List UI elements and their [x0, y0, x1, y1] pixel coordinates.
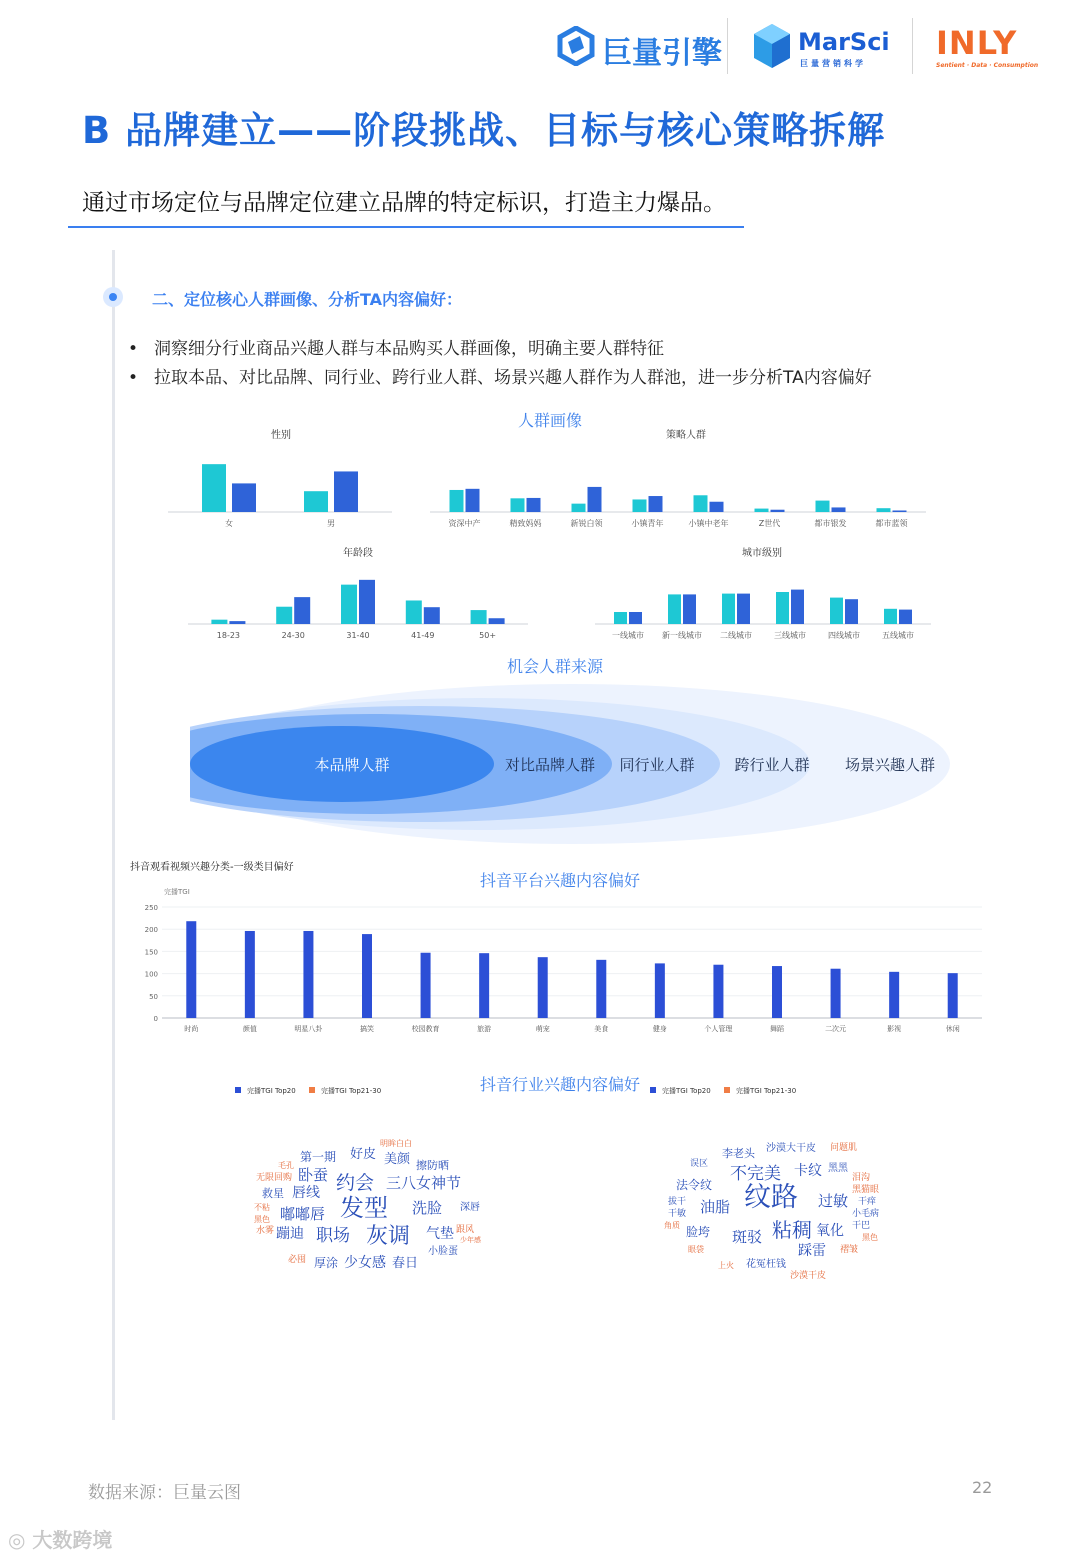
cloud-word: 嘟嘟唇	[280, 1205, 326, 1223]
cloud-word: 纹路	[744, 1182, 798, 1213]
bar-chart-city-5-0	[884, 609, 897, 624]
juliang-logo-text: 巨量引擎	[602, 36, 722, 71]
ring-label-scene: 场景兴趣人群	[844, 756, 936, 774]
bullet-item-2	[128, 363, 872, 388]
tick-label: 18-23	[216, 631, 241, 640]
ring-label-own: 本品牌人群	[314, 756, 390, 774]
bar-chart-strategy-4-0	[694, 495, 708, 512]
platform-bar-4	[421, 953, 431, 1018]
cloud-word: 问题肌	[830, 1143, 858, 1153]
bar-chart-city-1-0	[668, 594, 681, 624]
cloud-word: 卡纹	[794, 1163, 822, 1179]
cloud-word: 跟风	[456, 1225, 475, 1235]
cloud-word: 无限回购	[256, 1173, 293, 1183]
cloud-word: 救星	[262, 1187, 284, 1200]
cloud-word: 踩雷	[798, 1243, 826, 1259]
ring-label-cross-industry: 跨行业人群	[734, 756, 810, 774]
cloud-word: 氧化	[816, 1223, 844, 1239]
x-tick-label: 个人管理	[704, 1025, 733, 1033]
bar-chart-age-4-0	[471, 610, 487, 624]
watermark	[8, 1524, 112, 1553]
tick-label: 五线城市	[882, 631, 914, 640]
bar-chart-age-2-0	[341, 585, 357, 624]
cloud-word: 第一期	[300, 1150, 337, 1164]
tick-label: 精致妈妈	[509, 519, 542, 528]
cloud-word: 小脸蛋	[428, 1246, 458, 1257]
bar-chart-city-0-1	[629, 612, 642, 624]
platform-bar-3	[362, 934, 372, 1018]
bar-chart-city-0-0	[614, 612, 627, 624]
header-logos	[550, 18, 1050, 82]
cloud-word: 褶皱	[840, 1245, 859, 1255]
bar-chart-strategy-4-1	[710, 502, 724, 512]
cloud-word: 黑色	[862, 1233, 878, 1242]
platform-bar-6	[538, 957, 548, 1018]
bar-chart-age-1-0	[276, 607, 292, 624]
bullet-item-1	[128, 334, 664, 359]
bar-chart-strategy-0-0	[450, 490, 464, 512]
bar-chart-age-4-1	[489, 618, 505, 624]
tick-label: 四线城市	[828, 631, 860, 640]
cloud-word: 不粘	[254, 1203, 270, 1212]
x-tick-label: 搞笑	[360, 1025, 374, 1033]
bar-chart-city-3-1	[791, 590, 804, 624]
legend-label-top20: 完播TGI Top20	[247, 1087, 296, 1095]
bar-chart-city-4-0	[830, 598, 843, 624]
y-tick-label: 150	[144, 948, 158, 957]
bar-chart-gender-1-1	[334, 471, 358, 512]
platform-bar-1	[245, 931, 255, 1018]
cloud-word: 黑色	[254, 1215, 270, 1224]
cloud-word: 斑驳	[732, 1228, 763, 1246]
cloud-word: 必囤	[288, 1255, 307, 1265]
inly-logo-tagline: Sentient · Data · Consumption	[936, 62, 1039, 69]
tick-label: Z世代	[758, 519, 781, 528]
industry-heading: 抖音行业兴趣内容偏好	[479, 1075, 640, 1094]
bar-chart-city-5-1	[899, 610, 912, 624]
opportunity-heading: 机会人群来源	[506, 657, 603, 676]
bar-chart-strategy-7-0	[877, 508, 891, 512]
cloud-word: 干巴	[852, 1221, 871, 1231]
bar-chart-city-2-1	[737, 594, 750, 624]
cloud-word: 春日	[392, 1256, 419, 1271]
platform-bar-10	[772, 966, 782, 1018]
platform-bar-11	[831, 969, 841, 1018]
cloud-word: 好皮	[350, 1147, 377, 1162]
timeline-dot-core	[109, 293, 117, 301]
legend-swatch-top20	[235, 1087, 241, 1093]
cloud-word: 黑猫眼	[852, 1185, 880, 1195]
x-tick-label: 美食	[594, 1025, 609, 1033]
cloud-word: 少女感	[344, 1255, 386, 1271]
bar-chart-strategy-2-1	[588, 487, 602, 512]
marsci-logo-text: MarSci	[798, 28, 890, 56]
bar-chart-age-3-1	[424, 607, 440, 624]
cloud-word: 明眸白白	[380, 1139, 412, 1148]
bar-chart-city-1-1	[683, 594, 696, 624]
cloud-word: 小毛病	[852, 1209, 880, 1219]
bullet-text-1: 洞察细分行业商品兴趣人群与本品购买人群画像，明确主要人群特征	[154, 339, 664, 359]
bar-chart-city-4-1	[845, 599, 858, 624]
x-tick-label: 颜值	[242, 1025, 257, 1033]
bar-chart-strategy-3-0	[633, 499, 647, 512]
data-source: 数据来源：巨量云图	[88, 1483, 241, 1503]
platform-interest-chart	[130, 880, 990, 1040]
x-tick-label: 休闲	[945, 1025, 960, 1033]
bar-chart-strategy-3-1	[649, 496, 663, 512]
cloud-word: 拔干	[668, 1197, 687, 1207]
y-tick-label: 50	[149, 992, 158, 1001]
tick-label: 24-30	[281, 631, 305, 640]
age-chart	[188, 560, 528, 644]
page-subtitle: 通过市场定位与品牌定位建立品牌的特定标识，打造主力爆品。	[82, 190, 726, 216]
bar-chart-age-1-1	[294, 597, 310, 624]
age-chart-title: 年龄段	[343, 548, 373, 559]
bar-chart-gender-1-0	[304, 491, 328, 512]
tick-label: 女	[225, 519, 233, 528]
cloud-word: 约会	[336, 1172, 375, 1194]
bullet-dot: •	[128, 368, 139, 388]
cloud-word: 三八女神节	[386, 1174, 462, 1192]
bar-chart-strategy-7-1	[893, 510, 907, 512]
x-tick-label: 时尚	[184, 1025, 199, 1033]
bullet-text-2: 拉取本品、对比品牌、同行业、跨行业人群、场景兴趣人群作为人群池，进一步分析TA内容偏好	[154, 368, 872, 388]
bar-chart-strategy-2-0	[572, 504, 586, 512]
cloud-word: 粘稠	[772, 1218, 812, 1242]
bullet-dot: •	[128, 339, 139, 359]
city-tier-chart	[595, 560, 931, 644]
platform-bar-2	[303, 931, 313, 1018]
tick-label: 一线城市	[612, 631, 644, 640]
legend-label-top21: 完播TGI Top21-30	[736, 1087, 797, 1095]
tick-label: 小镇中老年	[688, 519, 729, 528]
y-axis-label: 完播TGI	[164, 888, 190, 896]
cloud-word: 气垫	[426, 1226, 454, 1242]
bar-chart-strategy-6-1	[832, 507, 846, 512]
cloud-word: 唇线	[292, 1185, 320, 1201]
cloud-word: 李老头	[722, 1147, 755, 1160]
watermark-text: 大数跨境	[32, 1528, 113, 1552]
platform-bar-7	[596, 960, 606, 1018]
bar-chart-age-3-0	[406, 600, 422, 624]
legend-swatch-top20	[650, 1087, 656, 1093]
portrait-heading: 人群画像	[517, 411, 582, 430]
cloud-word: 黑黑	[828, 1163, 848, 1174]
inly-logo-text: INLY	[936, 24, 1018, 62]
tick-label: 新一线城市	[662, 631, 702, 640]
legend-left	[235, 1084, 425, 1098]
cloud-word: 脸垮	[686, 1225, 711, 1239]
bar-chart-gender-0-0	[202, 464, 226, 512]
ring-label-competitor: 对比品牌人群	[504, 756, 596, 774]
tick-label: 小镇青年	[631, 519, 664, 528]
legend-swatch-top21	[309, 1087, 315, 1093]
x-tick-label: 二次元	[825, 1025, 847, 1033]
gender-chart	[168, 440, 392, 532]
bar-chart-age-2-1	[359, 580, 375, 624]
cloud-word: 职场	[316, 1226, 350, 1246]
cloud-word: 干痒	[858, 1197, 877, 1207]
juliang-logo-icon	[556, 26, 596, 66]
x-tick-label: 旅游	[477, 1025, 492, 1033]
bar-chart-strategy-1-0	[511, 498, 525, 512]
word-cloud-right	[660, 1140, 900, 1290]
strategy-chart-title: 策略人群	[666, 430, 706, 441]
platform-bar-12	[889, 972, 899, 1018]
strategy-crowd-chart	[430, 440, 926, 532]
x-tick-label: 明星八卦	[294, 1025, 323, 1033]
platform-bar-13	[948, 973, 958, 1018]
cloud-word: 蹦迪	[276, 1226, 304, 1242]
y-tick-label: 0	[153, 1015, 158, 1023]
tick-label: 41-49	[411, 631, 435, 640]
cloud-word: 水雾	[256, 1226, 275, 1236]
tick-label: 新锐白领	[570, 519, 603, 528]
legend-right	[650, 1084, 840, 1098]
cloud-word: 过敏	[818, 1192, 849, 1210]
tick-label: 三线城市	[774, 631, 806, 640]
tick-label: 都市银发	[814, 519, 847, 528]
platform-bar-0	[186, 921, 196, 1018]
x-tick-label: 校园教育	[411, 1025, 440, 1033]
cloud-word: 厚涂	[314, 1256, 339, 1270]
cloud-word: 美颜	[384, 1152, 411, 1167]
marsci-logo-subtext: 巨量营销科学	[800, 59, 866, 68]
bar-chart-strategy-0-1	[466, 489, 480, 512]
y-tick-label: 250	[144, 904, 158, 912]
cloud-word: 干敏	[668, 1209, 687, 1219]
platform-chart-title: 抖音观看视频兴趣分类-一级类目偏好	[130, 862, 294, 873]
bar-chart-age-0-1	[229, 621, 245, 624]
watermark-icon: ◎	[8, 1528, 33, 1552]
platform-bar-5	[479, 953, 489, 1018]
cloud-word: 洗脸	[412, 1199, 443, 1217]
page-number: 22	[972, 1478, 993, 1497]
word-cloud-left	[250, 1130, 500, 1280]
tick-label: 资深中产	[448, 519, 481, 528]
cloud-word: 角质	[664, 1221, 680, 1230]
cloud-word: 卧蚕	[298, 1166, 329, 1184]
cloud-word: 擦防晒	[416, 1159, 449, 1172]
cloud-word: 误区	[690, 1159, 709, 1169]
cloud-word: 花冤枉钱	[746, 1259, 786, 1270]
tick-label: 二线城市	[720, 631, 752, 640]
y-tick-label: 200	[144, 926, 158, 935]
legend-label-top21: 完播TGI Top21-30	[321, 1087, 382, 1095]
cloud-word: 发型	[340, 1194, 388, 1222]
tick-label: 31-40	[346, 631, 370, 640]
subtitle-underline	[68, 226, 744, 228]
bar-chart-strategy-6-0	[816, 501, 830, 512]
cloud-word: 灰调	[366, 1224, 411, 1249]
tick-label: 50+	[479, 631, 497, 640]
platform-heading: 抖音平台兴趣内容偏好	[479, 871, 640, 890]
bar-chart-city-3-0	[776, 592, 789, 624]
bar-chart-strategy-5-1	[771, 510, 785, 512]
page-title: B 品牌建立——阶段挑战、目标与核心策略拆解	[82, 109, 886, 152]
cloud-word: 沙漠大干皮	[766, 1143, 816, 1154]
platform-bar-8	[655, 963, 665, 1018]
x-tick-label: 健身	[652, 1025, 667, 1033]
bar-chart-city-2-0	[722, 594, 735, 624]
cloud-word: 泪沟	[852, 1173, 871, 1183]
ring-label-same-industry: 同行业人群	[619, 756, 695, 774]
cloud-word: 少年感	[460, 1236, 481, 1244]
cloud-word: 不完美	[730, 1164, 781, 1184]
timeline-line	[112, 250, 115, 1420]
x-tick-label: 影视	[887, 1025, 902, 1033]
cloud-word: 深唇	[460, 1202, 480, 1213]
bar-chart-strategy-5-0	[755, 509, 769, 512]
x-tick-label: 萌宠	[535, 1025, 550, 1033]
cloud-word: 油脂	[700, 1198, 731, 1216]
legend-label-top20: 完播TGI Top20	[662, 1087, 711, 1095]
tick-label: 都市蓝领	[875, 519, 908, 528]
cloud-word: 毛孔	[278, 1161, 294, 1170]
marsci-logo-icon	[752, 22, 792, 70]
section-heading: 二、定位核心人群画像、分析TA内容偏好：	[152, 290, 463, 309]
x-tick-label: 舞蹈	[770, 1025, 784, 1033]
cloud-word: 眼袋	[688, 1245, 704, 1254]
cloud-word: 沙漠干皮	[790, 1271, 827, 1281]
cloud-word: 法令纹	[676, 1178, 713, 1192]
opportunity-rings	[190, 676, 960, 856]
gender-chart-title: 性别	[271, 430, 291, 441]
y-tick-label: 100	[144, 970, 158, 979]
bar-chart-age-0-0	[211, 620, 227, 624]
platform-bar-9	[713, 965, 723, 1018]
city-chart-title: 城市级别	[742, 548, 782, 559]
legend-swatch-top21	[724, 1087, 730, 1093]
bar-chart-strategy-1-1	[527, 498, 541, 512]
bar-chart-gender-0-1	[232, 483, 256, 512]
cloud-word: 上火	[718, 1261, 734, 1270]
tick-label: 男	[327, 519, 335, 528]
